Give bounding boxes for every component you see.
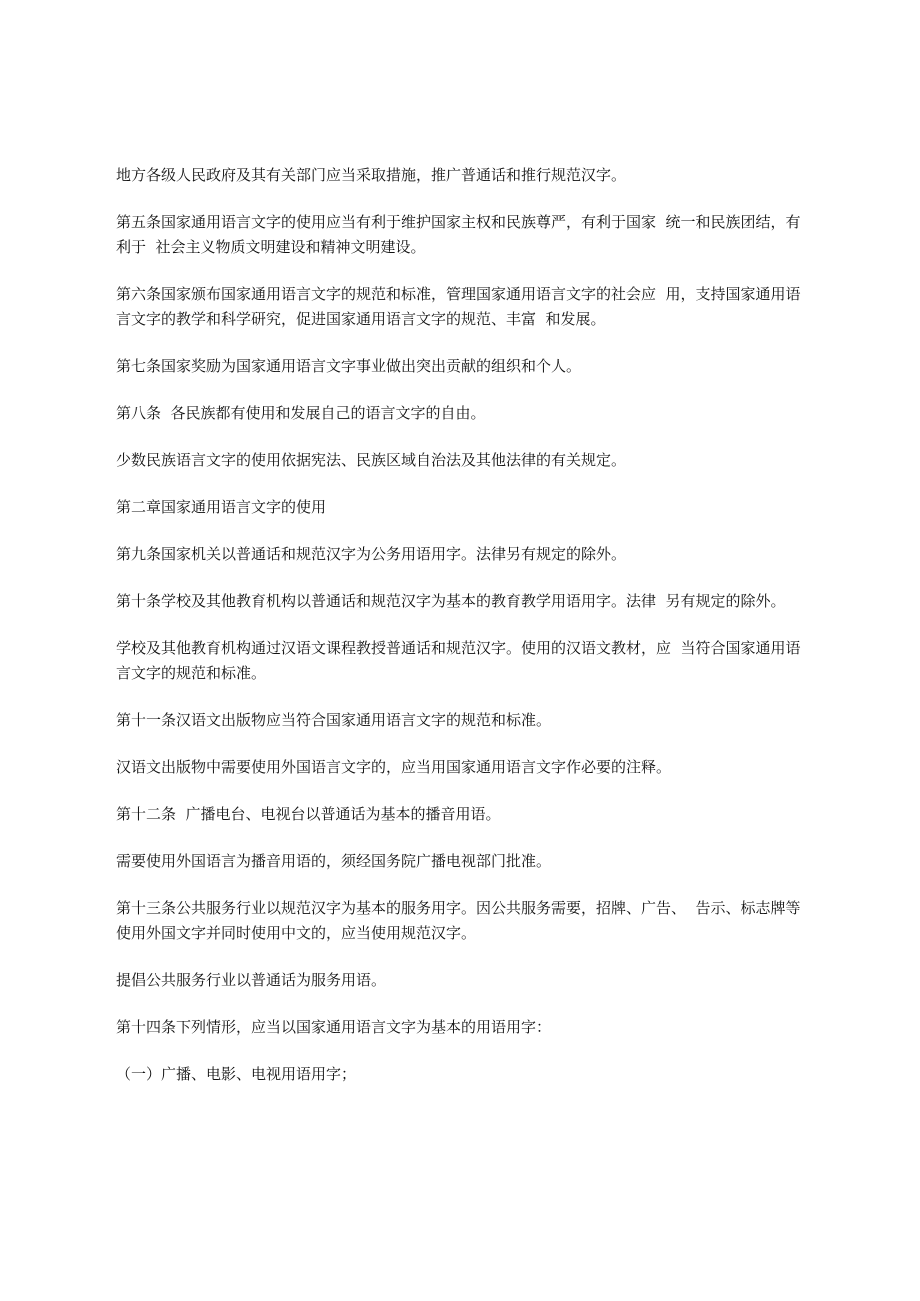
- paragraph: 提倡公共服务行业以普通话为服务用语。: [116, 971, 387, 989]
- list-item: （一）广播、电影、电视用语用字；: [116, 1065, 357, 1083]
- paragraph: 学校及其他教育机构通过汉语文课程教授普通话和规范汉字。使用的汉语文教材，应 当符合国家通用语言文字的规范和标准。: [116, 639, 801, 682]
- article-11-paragraph: 第十一条汉语文出版物应当符合国家通用语言文字的规范和标准。: [116, 711, 552, 729]
- article-10-paragraph: 第十条学校及其他教育机构以普通话和规范汉字为基本的教育教学用语用字。法律 另有规定的除外。: [116, 592, 786, 610]
- article-5-paragraph: 第五条国家通用语言文字的使用应当有利于维护国家主权和民族尊严，有利于国家 统一和民族团结，有利于 社会主义物质文明建设和精神文明建设。: [116, 213, 801, 256]
- paragraph: 地方各级人民政府及其有关部门应当采取措施，推广普通话和推行规范汉字。: [116, 166, 627, 184]
- article-6-paragraph: 第六条国家颁布国家通用语言文字的规范和标准，管理国家通用语言文字的社会应 用，支持国家通用语言文字的教学和科学研究，促进国家通用语言文字的规范、丰富 和发展。: [116, 285, 801, 328]
- article-7-paragraph: 第七条国家奖励为国家通用语言文字事业做出突出贡献的组织和个人。: [116, 357, 582, 375]
- paragraph: 汉语文出版物中需要使用外国语言文字的，应当用国家通用语言文字作必要的注释。: [116, 758, 672, 776]
- chapter-2-heading: 第二章国家通用语言文字的使用: [116, 498, 327, 516]
- article-8-paragraph: 第八条 各民族都有使用和发展自己的语言文字的自由。: [116, 404, 486, 422]
- paragraph: 少数民族语言文字的使用依据宪法、民族区域自治法及其他法律的有关规定。: [116, 451, 627, 469]
- paragraph: 需要使用外国语言为播音用语的，须经国务院广播电视部门批准。: [116, 852, 552, 870]
- article-9-paragraph: 第九条国家机关以普通话和规范汉字为公务用语用字。法律另有规定的除外。: [116, 545, 627, 563]
- article-12-paragraph: 第十二条 广播电台、电视台以普通话为基本的播音用语。: [116, 805, 501, 823]
- document-body: [116, 163, 806, 1109]
- article-14-paragraph: 第十四条下列情形，应当以国家通用语言文字为基本的用语用字：: [116, 1018, 552, 1036]
- article-13-paragraph: 第十三条公共服务行业以规范汉字为基本的服务用字。因公共服务需要，招牌、广告、 告示、标志牌等使用外国文字并同时使用中文的，应当使用规范汉字。: [116, 899, 801, 942]
